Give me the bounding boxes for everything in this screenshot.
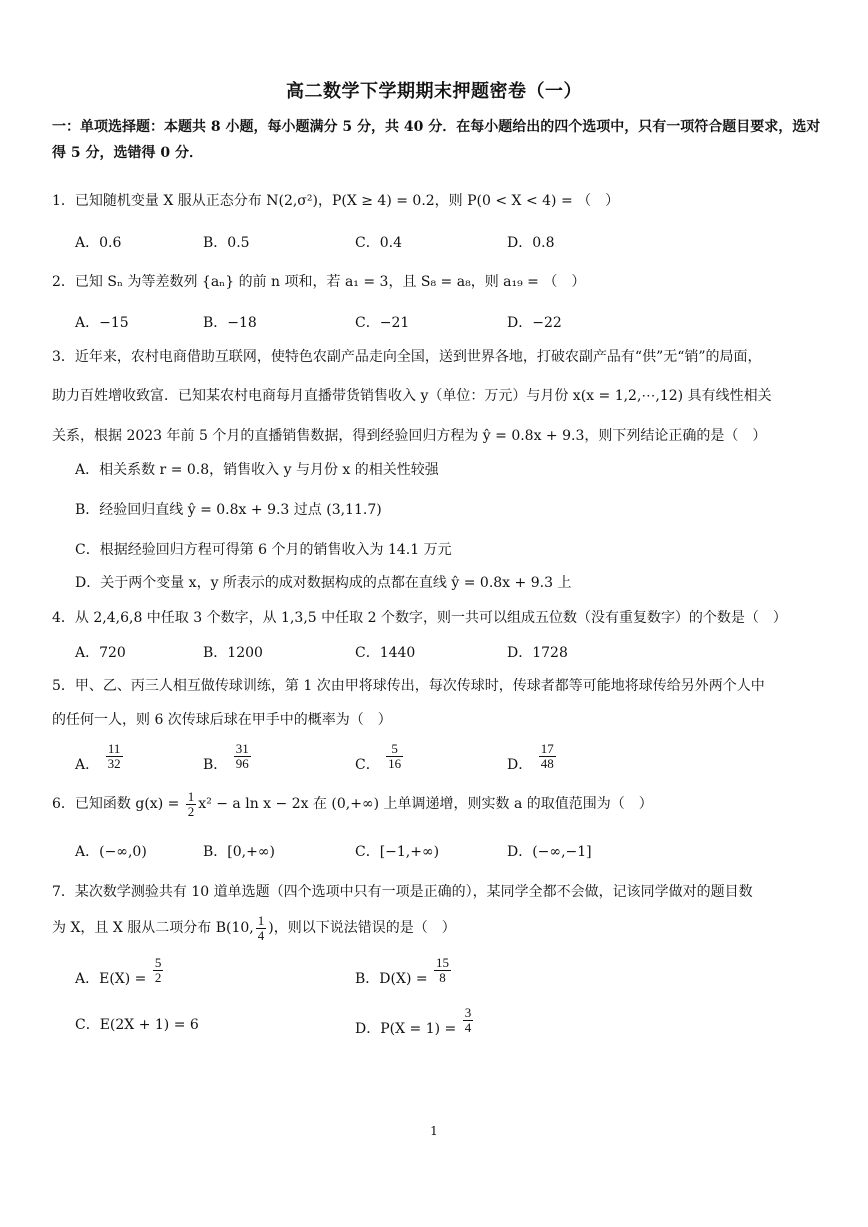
option-label: B． (203, 756, 228, 773)
fraction (256, 914, 267, 943)
option-b (355, 956, 453, 985)
denominator: 96 (235, 756, 249, 771)
option-b (203, 742, 253, 771)
option-a (75, 956, 165, 985)
fraction (186, 790, 197, 819)
question-3-line-2: 助力百姓增收致富．已知某农村电商每月直播带货销售收入 y（单位：万元）与月份 x(x = 1,2,⋯,12) 具有线性相关 (52, 388, 772, 404)
option-a: A．720 (75, 645, 126, 661)
option-b: B．−18 (203, 315, 257, 331)
option-label: C． (355, 756, 380, 773)
question-7-options-row-2 (75, 1006, 795, 1042)
question-7-options-row-1 (75, 956, 795, 992)
fraction (539, 742, 556, 771)
option-c: C．1440 (355, 645, 416, 661)
option-b: B．经验回归直线 ŷ = 0.8x + 9.3 过点 (3,11.7) (75, 502, 382, 518)
fraction (153, 956, 164, 985)
option-a: A．0.6 (75, 235, 122, 251)
question-3-line-3: 关系，根据 2023 年前 5 个月的直播销售数据，得到经验回归方程为 ŷ = 0.8x + 9.3，则下列结论正确的是（ ） (52, 428, 767, 444)
numerator: 1 (187, 788, 195, 804)
question-number: 4． (52, 610, 75, 626)
question-text: 从 2,4,6,8 中任取 3 个数字，从 1,3,5 中任取 2 个数字，则一共可以组成五位数（没有重复数字）的个数是（ ） (74, 610, 787, 626)
question-text-post: x² − a ln x − 2x 在 (0,+∞) 上单调递增，则实数 a 的取值范围为（ ） (198, 796, 653, 812)
fraction (463, 1006, 474, 1035)
denominator: 48 (540, 756, 554, 771)
option-a: A．(−∞,0) (75, 844, 147, 860)
option-d: D．0.8 (507, 235, 555, 251)
question-number: 1． (52, 193, 75, 209)
option-d: D．−22 (507, 315, 562, 331)
fraction (106, 742, 123, 771)
option-c: C．−21 (355, 315, 410, 331)
option-label: A． (75, 756, 100, 773)
question-text-line-1: 近年来，农村电商借助互联网，使特色农副产品走向全国，送到世界各地，打破农副产品有“供”无“销”的局面， (74, 349, 762, 365)
question-number: 3． (52, 349, 75, 365)
question-3 (52, 347, 822, 367)
option-b: B．1200 (203, 645, 263, 661)
option-c: C．0.4 (355, 235, 402, 251)
option-c: C．[−1,+∞) (355, 844, 440, 860)
option-b: B．0.5 (203, 235, 250, 251)
question-4-options (75, 642, 795, 664)
question-text-pre: 已知函数 g(x) = (74, 796, 180, 812)
option-b: B．[0,+∞) (203, 844, 275, 860)
fraction (386, 742, 403, 771)
option-a: A．−15 (75, 315, 129, 331)
question-text-post: )，则以下说法错误的是（ ） (268, 920, 456, 936)
option-c (355, 742, 405, 771)
option-text: D．P(X = 1) = (355, 1020, 457, 1037)
question-5 (52, 676, 822, 696)
denominator: 4 (464, 1020, 472, 1035)
option-a: A．相关系数 r = 0.8，销售收入 y 与月份 x 的相关性较强 (75, 462, 439, 478)
question-number: 5． (52, 678, 75, 694)
denominator: 16 (388, 756, 402, 771)
page-number: 1 (430, 1124, 438, 1138)
question-2 (52, 272, 822, 292)
page-title: 高二数学下学期期末押题密卷（一） (286, 81, 582, 102)
option-label: D． (507, 756, 533, 773)
section-heading: 一：单项选择题：本题共 8 小题，每小题满分 5 分，共 40 分．在每小题给出的四个选项中，只有一项符合题目要求，选对得 5 分，选错得 0 分． (52, 119, 821, 161)
denominator: 32 (107, 756, 121, 771)
option-c: C．根据经验回归方程可得第 6 个月的销售收入为 14.1 万元 (75, 542, 452, 558)
option-d: D．关于两个变量 x，y 所表示的成对数据构成的点都在直线 ŷ = 0.8x + 9.3 上 (75, 575, 572, 591)
question-text-line-1: 甲、乙、丙三人相互做传球训练，第 1 次由甲将球传出，每次传球时，传球者都等可能地将球传给另外两个人中 (74, 678, 765, 694)
denominator: 8 (439, 970, 446, 985)
option-d (507, 742, 558, 771)
option-d: D．(−∞,−1] (507, 844, 592, 860)
question-text-pre: 为 X，且 X 服从二项分布 B(10, (52, 920, 254, 936)
numerator: 3 (464, 1005, 472, 1020)
question-text: 已知随机变量 X 服从正态分布 N(2,σ²)，P(X ≥ 4) = 0.2，则 P(0 < X < 4) = （ ） (74, 193, 620, 209)
denominator: 2 (187, 803, 195, 819)
numerator: 5 (154, 955, 162, 970)
numerator: 11 (106, 742, 123, 757)
question-2-options (75, 312, 795, 334)
question-number: 6． (52, 796, 75, 812)
numerator: 5 (386, 742, 403, 757)
question-number: 2． (52, 274, 75, 290)
fraction (434, 956, 451, 985)
question-7 (52, 882, 822, 902)
fraction (234, 742, 251, 771)
option-a (75, 742, 125, 771)
numerator: 1 (257, 912, 265, 928)
numerator: 17 (540, 741, 554, 756)
question-7-line-2 (52, 912, 822, 944)
question-5-options (75, 742, 795, 778)
question-number: 7． (52, 884, 75, 900)
question-6 (52, 788, 822, 820)
question-6-options (75, 841, 795, 863)
option-d (355, 1006, 475, 1035)
question-5-line-2: 的任何一人，则 6 次传球后球在甲手中的概率为（ ） (52, 712, 392, 728)
question-text-line-1: 某次数学测验共有 10 道单选题（四个选项中只有一项是正确的），某同学全都不会做，记该同学做对的题目数 (74, 884, 753, 900)
question-1-options (75, 232, 795, 254)
numerator: 15 (436, 955, 450, 970)
option-c: C．E(2X + 1) = 6 (75, 1017, 199, 1033)
denominator: 2 (154, 970, 162, 985)
question-4 (52, 608, 822, 628)
numerator: 31 (235, 741, 249, 756)
option-d: D．1728 (507, 645, 568, 661)
question-text: 已知 Sₙ 为等差数列 {aₙ} 的前 n 项和，若 a₁ = 3，且 S₈ = a₈，则 a₁₉ = （ ） (74, 274, 586, 290)
option-text: B．D(X) = (355, 970, 428, 987)
question-1 (52, 191, 822, 211)
denominator: 4 (257, 927, 265, 943)
option-text: A．E(X) = (75, 970, 147, 987)
